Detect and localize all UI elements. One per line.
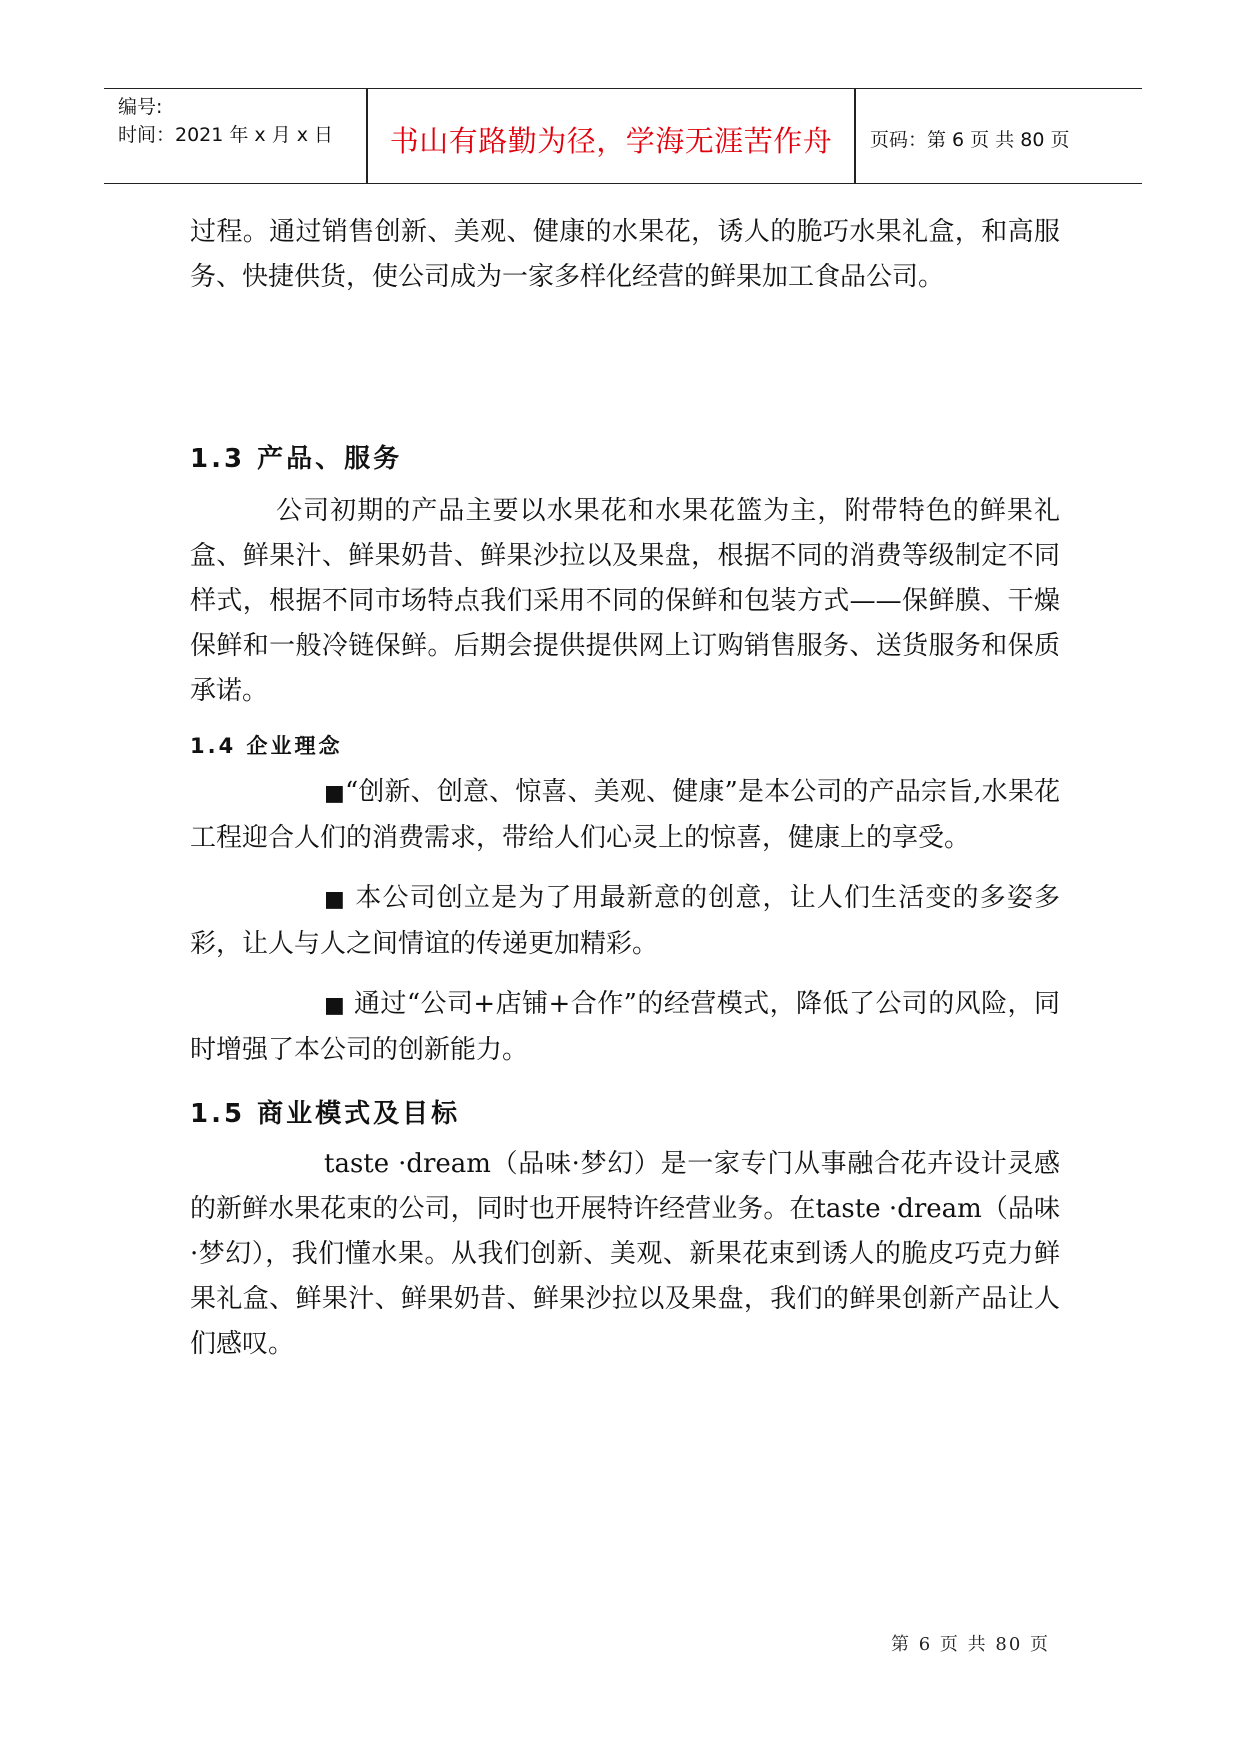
page-header (104, 88, 1142, 184)
section-heading-1-4: 1.4 企业理念 (190, 734, 343, 758)
header-motto: 书山有路勤为径，学海无涯苦作舟 (389, 124, 833, 158)
header-divider (854, 89, 856, 183)
paragraph-continued: 过程。通过销售创新、美观、健康的水果花，诱人的脆巧水果礼盒，和高服务、快捷供货，使公司成为一家多样化经营的鲜果加工食品公司。 (190, 217, 1060, 292)
bullet-square-icon: ■ (324, 781, 345, 806)
section-heading-1-5: 1.5 商业模式及目标 (190, 1099, 461, 1129)
bullet-text: 本公司创立是为了用最新意的创意，让人们生活变的多姿多彩，让人与人之间情谊的传递更加精彩。 (190, 883, 1060, 959)
section-heading-1-3: 1.3 产品、服务 (190, 444, 403, 474)
bullet-text: 通过“公司+店铺+合作”的经营模式，降低了公司的风险，同时增强了本公司的创新能力。 (190, 989, 1060, 1065)
bullet-square-icon: ■ (324, 887, 346, 912)
paragraph-business-model: taste ·dream（品味·梦幻）是一家专门从事融合花卉设计灵感的新鲜水果花束的公司，同时也开展特许经营业务。在taste ·dream（品味·梦幻），我们懂水果。从我们创新、美观、新果花束到诱人的脆皮巧克力鲜果礼盒、鲜果汁、鲜果奶昔、鲜果沙拉以及果盘，我们的鲜果创新产品让人们感叹。 (190, 1149, 1060, 1359)
document-body (190, 210, 1060, 1367)
bullet-item (190, 770, 1060, 861)
page-footer: 第 6 页 共 80 页 (891, 1634, 1050, 1655)
header-page-number: 页码：第 6 页 共 80 页 (870, 129, 1070, 151)
document-number-label: 编号: (118, 96, 163, 118)
bullet-item (190, 982, 1060, 1073)
bullet-item (190, 876, 1060, 967)
bullet-square-icon: ■ (324, 993, 346, 1018)
header-meta (118, 93, 333, 149)
paragraph-products-services: 公司初期的产品主要以水果花和水果花篮为主，附带特色的鲜果礼盒、鲜果汁、鲜果奶昔、鲜果沙拉以及果盘，根据不同的消费等级制定不同样式，根据不同市场特点我们采用不同的保鲜和包装方式——保鲜膜、干燥保鲜和一般冷链保鲜。后期会提供提供网上订购销售服务、送货服务和保质承诺。 (190, 496, 1060, 706)
bullet-text: “创新、创意、惊喜、美观、健康”是本公司的产品宗旨,水果花工程迎合人们的消费需求，带给人们心灵上的惊喜，健康上的享受。 (190, 777, 1060, 853)
document-time-label: 时间：2021 年 x 月 x 日 (118, 124, 334, 146)
